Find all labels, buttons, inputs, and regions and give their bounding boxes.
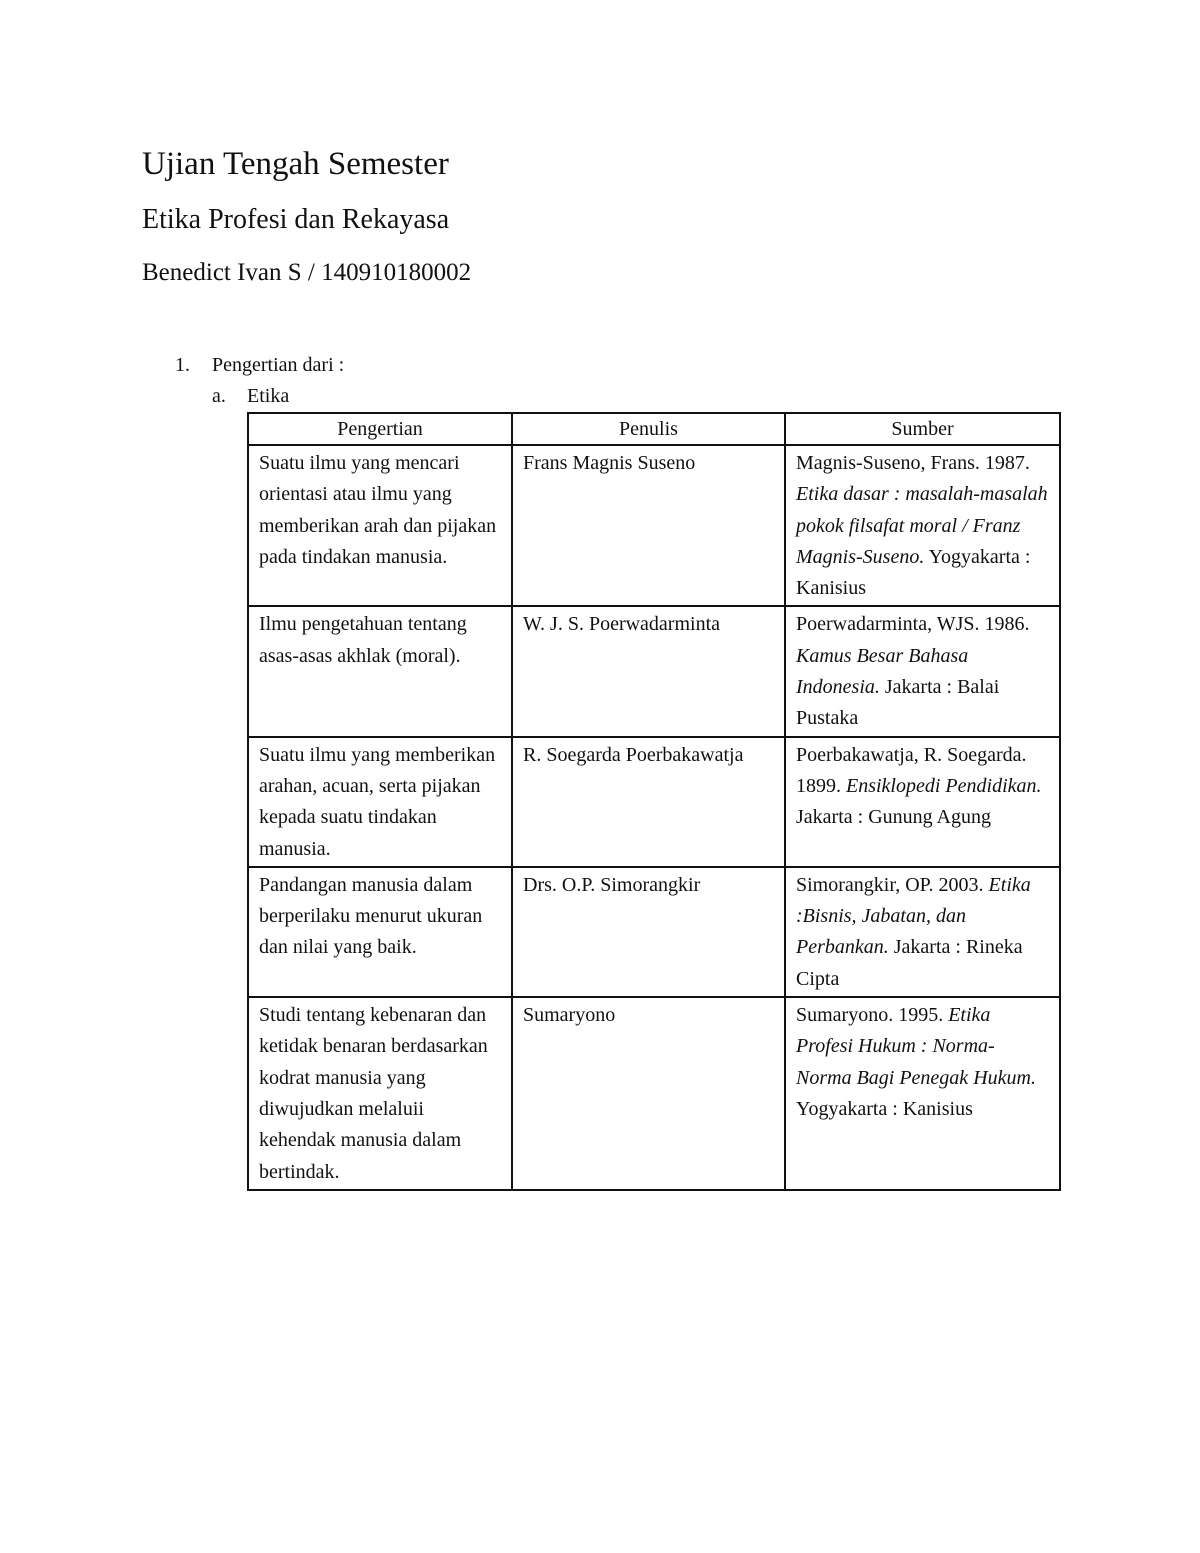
cell-pengertian: Suatu ilmu yang mencari orientasi atau ilmu yang memberikan arah dan pijakan pada tindakan manusia. bbox=[248, 445, 512, 606]
cell-pengertian: Studi tentang kebenaran dan ketidak benaran berdasarkan kodrat manusia yang diwujudkan melaluii kehendak manusia dalam bertindak. bbox=[248, 997, 512, 1190]
sumber-prefix: Magnis-Suseno, Frans. 1987. bbox=[796, 452, 1030, 474]
cell-sumber bbox=[785, 737, 1060, 867]
table-row bbox=[248, 867, 1060, 997]
sub-item-text: Etika bbox=[247, 385, 290, 407]
header-sumber: Sumber bbox=[785, 413, 1060, 445]
sumber-publisher: Jakarta : Rineka Cipta bbox=[796, 936, 1023, 990]
definitions-table bbox=[247, 412, 1061, 1191]
document-title: Ujian Tengah Semester bbox=[142, 146, 449, 182]
header-pengertian: Pengertian bbox=[248, 413, 512, 445]
sumber-publisher: Jakarta : Gunung Agung bbox=[796, 806, 991, 829]
cell-sumber bbox=[785, 445, 1060, 606]
sumber-title: Etika Profesi Hukum : Norma-Norma Bagi Penegak Hukum. bbox=[796, 1004, 1036, 1089]
sumber-title: Etika dasar : masalah-masalah pokok filsafat moral / Franz Magnis-Suseno. bbox=[796, 483, 1048, 568]
cell-penulis: Drs. O.P. Simorangkir bbox=[512, 867, 785, 997]
cell-sumber bbox=[785, 867, 1060, 997]
table-header-row bbox=[248, 413, 1060, 445]
table-row bbox=[248, 997, 1060, 1190]
sub-item-letter: a. bbox=[212, 385, 226, 407]
sumber-prefix: Sumaryono. 1995. bbox=[796, 1004, 949, 1027]
sumber-publisher: Yogyakarta : Kanisius bbox=[796, 545, 1031, 600]
cell-penulis: W. J. S. Poerwadarminta bbox=[512, 606, 785, 736]
question-text: Pengertian dari : bbox=[212, 354, 345, 376]
table-row bbox=[248, 445, 1060, 606]
sumber-prefix: Simorangkir, OP. 2003. bbox=[796, 873, 989, 896]
cell-penulis: R. Soegarda Poerbakawatja bbox=[512, 737, 785, 867]
sumber-prefix: Poerbakawatja, R. Soegarda. 1899. bbox=[796, 743, 1027, 797]
cell-penulis: Sumaryono bbox=[512, 997, 785, 1190]
cell-sumber bbox=[785, 606, 1060, 736]
cell-sumber bbox=[785, 997, 1060, 1190]
sumber-title: Kamus Besar Bahasa Indonesia. bbox=[796, 644, 969, 699]
cell-pengertian: Suatu ilmu yang memberikan arahan, acuan, serta pijakan kepada suatu tindakan manusia. bbox=[248, 737, 512, 867]
cell-penulis: Frans Magnis Suseno bbox=[512, 445, 785, 606]
sumber-publisher: Jakarta : Balai Pustaka bbox=[796, 676, 1000, 730]
sumber-title: Ensiklopedi Pendidikan. bbox=[846, 774, 1042, 797]
table-row bbox=[248, 737, 1060, 867]
sumber-title: Etika :Bisnis, Jabatan, dan Perbankan. bbox=[796, 873, 1031, 959]
cell-pengertian: Pandangan manusia dalam berperilaku menurut ukuran dan nilai yang baik. bbox=[248, 867, 512, 997]
cell-pengertian: Ilmu pengetahuan tentang asas-asas akhlak (moral). bbox=[248, 606, 512, 736]
sumber-publisher: Yogyakarta : Kanisius bbox=[796, 1097, 973, 1120]
course-title: Etika Profesi dan Rekayasa bbox=[142, 204, 450, 235]
table-row bbox=[248, 606, 1060, 736]
header-penulis: Penulis bbox=[512, 413, 785, 445]
question-number: 1. bbox=[175, 354, 190, 376]
author-line: Benedict Ivan S / 140910180002 bbox=[142, 259, 472, 286]
sumber-prefix: Poerwadarminta, WJS. 1986. bbox=[796, 613, 1030, 636]
